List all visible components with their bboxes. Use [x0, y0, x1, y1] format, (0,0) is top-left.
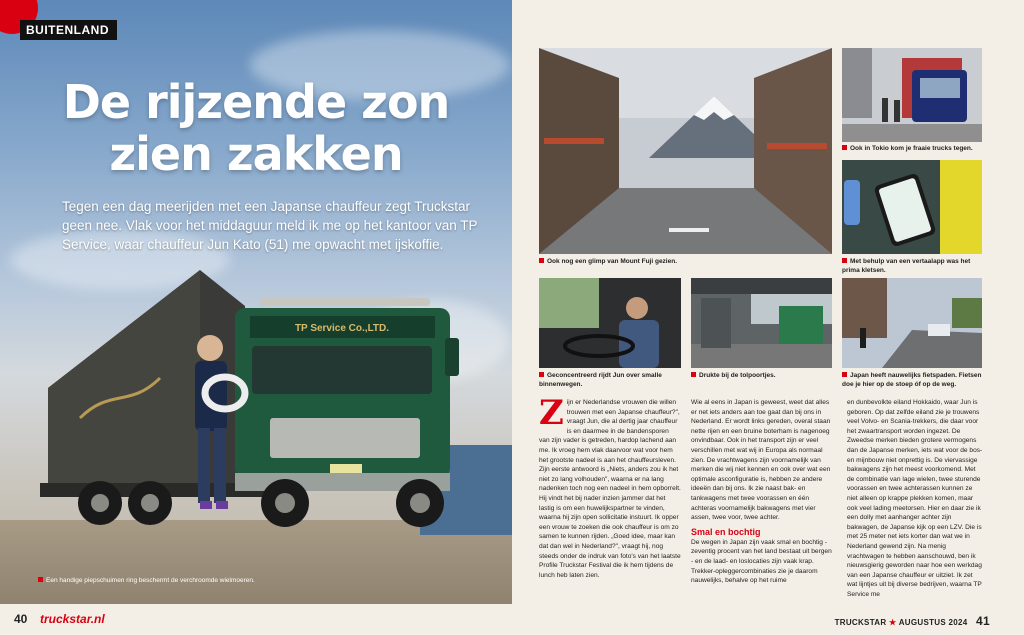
- photo-cyclist-road: [842, 278, 982, 368]
- page-footer: [0, 604, 1024, 635]
- license-plate: [330, 464, 362, 474]
- photo-tokio-trucks: [842, 48, 982, 142]
- truck-lettering: TP Service Co.,LTD.: [294, 323, 390, 334]
- photo-tollgates: [691, 278, 832, 368]
- hero-caption-text: Een handige piepschuimen ring beschermt de verchroomde wielmoeren.: [46, 577, 255, 584]
- section-tag: BUITENLAND: [20, 20, 117, 40]
- hero-photo-page: [0, 0, 512, 604]
- article-col1-text: ijn er Nederlandse vrouwen die willen trouwen met een Japanse chauffeur?", vraagt Jun, die al dertig jaar chauffeur is en daarmee in de bandensporen van zijn vader is getreden, hardop lachend aan me. Ik vroeg hem vlak daarvoor wat voor hem het grootste nadeel is aan het chauffeursleven. Zijn eerste antwoord is „Niets, anders zou ik het niet zo lang volhouden", waarna er na lang nadenken toch nog een nadeel in hem opborrelt. Hij vindt het bij nader inzien jammer dat het lastig is om een huwelijkspartner te vinden, waarna hij zijn open sollicitatie instuurt. Ik opper een vrouw te zoeken die ook chauffeur is om zo samen te kunnen rijden. „Goed idee, maar kan dat dan wel in Nederland?", vraagt hij, nog steeds onder de indruk van foto's van het laatste Profile Truckstar Festival die ik hem tijdens de lunch heb laten zien.: [539, 399, 681, 579]
- caption-app: Met behulp van een vertaalapp was het prima kletsen.: [842, 258, 971, 274]
- right-page-number: 41: [976, 614, 990, 628]
- grille: [270, 418, 420, 458]
- caption-fuji: Ook nog een glimp van Mount Fuji gezien.: [539, 258, 832, 267]
- caption-driver: Geconcentreerd rijdt Jun over smalle binnenwegen.: [539, 372, 662, 388]
- article-column-3: [847, 398, 984, 599]
- windshield: [252, 346, 432, 394]
- dropcap: Z: [539, 393, 564, 433]
- headline-line-1: De rijzende zon: [62, 75, 450, 129]
- caption-tokio: Ook in Tokio kom je fraaie trucks tegen.: [842, 145, 982, 154]
- article-column-2: [691, 398, 832, 586]
- photo-mount-fuji-street: [539, 48, 832, 254]
- truck-illustration: [40, 268, 470, 538]
- article-col3-text: en dunbevolkte eiland Hokkaido, waar Jun is geboren. Op dat zelfde eiland zie je trouwens veel Volvo- en Scania-trekkers, die daar voor het zwaartransport worden ingezet. De Zweedse merken bieden grotere vermogens dan de Japanse merken, iets wat voor de bos- en mijnbouw niet onprettig is. De viervassige bakwagens zijn het meest voorkomend. Met de combinatie van lage wielen, twee sturende voorassen en twee achterassen kunnen ze niet alleen op krappe plekken komen, maar ook veel lading meetorsen. Hier en daar zie ik een dolly met aanhanger achter zijn bakwagen, de Japanse kijk op een LZV. Die is met 25 meter net iets korter dan wat we in Nederland gewend zijn. Na menig vrachtwagen te hebben aanschouwd, ben ik nieuwsgierig geworden naar hoe een werkdag van een Japanse chauffeur er uitziet. Ik zet wat lijntjes uit bij diverse bedrijven, waarna TP Service me: [847, 399, 983, 598]
- caption-bike: Japan heeft nauwelijks fietspaden. Fietsen doe je hier op de stoep óf op de weg.: [842, 372, 982, 388]
- right-footer: TRUCKSTAR ★ AUGUSTUS 2024 41: [834, 614, 990, 628]
- lead-paragraph: Tegen een dag meerijden met een Japanse chauffeur zegt Truckstar geen nee. Vlak voor het middaguur meld ik me op het kantoor van TP Service, waar chauffeur Jun Kato (51) me opwacht met ijskoffie.: [62, 199, 478, 252]
- caption-toll: Drukte bij de tolpoortjes.: [691, 372, 832, 381]
- photo-translation-app: [842, 160, 982, 254]
- headline-line-2: zien zakken: [109, 127, 403, 181]
- left-brand: truckstar.nl: [40, 612, 105, 626]
- article-column-1: [539, 393, 681, 580]
- article-subhead: Smal en bochtig: [691, 526, 761, 537]
- article-col2-text: Wie al eens in Japan is geweest, weet dat alles er net iets anders aan toe gaat dan bij ons in Nederland. Er wordt links gereden, overal staan nette rijen en een bruine boterham is nagenoeg onvindbaar. Ook in het transport zijn er veel verschillen met wat wij in Europa als normaal zien. De vrachtwagens zijn voornamelijk van merken die wij niet kennen en ook over wat een optimale asconfiguratie is, hebben ze andere ideeën dan bij ons. Ik zie naast bak- en tankwagens met twee voorassen en één achteras voornamelijk bakwagens met vier assen, twee voor, twee achter.: [691, 399, 831, 522]
- headline: [0, 76, 512, 180]
- article-col2b-text: De wegen in Japan zijn vaak smal en bochtig - zeventig procent van het land bestaat uit bergen - en de laad- en loslocaties zijn vaak krap. Trekker-opleggercombinaties zie je daarom nauwelijks, behalve op het ruime: [691, 538, 832, 585]
- star-icon: ★: [888, 618, 897, 627]
- hero-caption: [38, 577, 255, 584]
- left-page-number: 40: [14, 612, 28, 626]
- photo-driver: [539, 278, 681, 368]
